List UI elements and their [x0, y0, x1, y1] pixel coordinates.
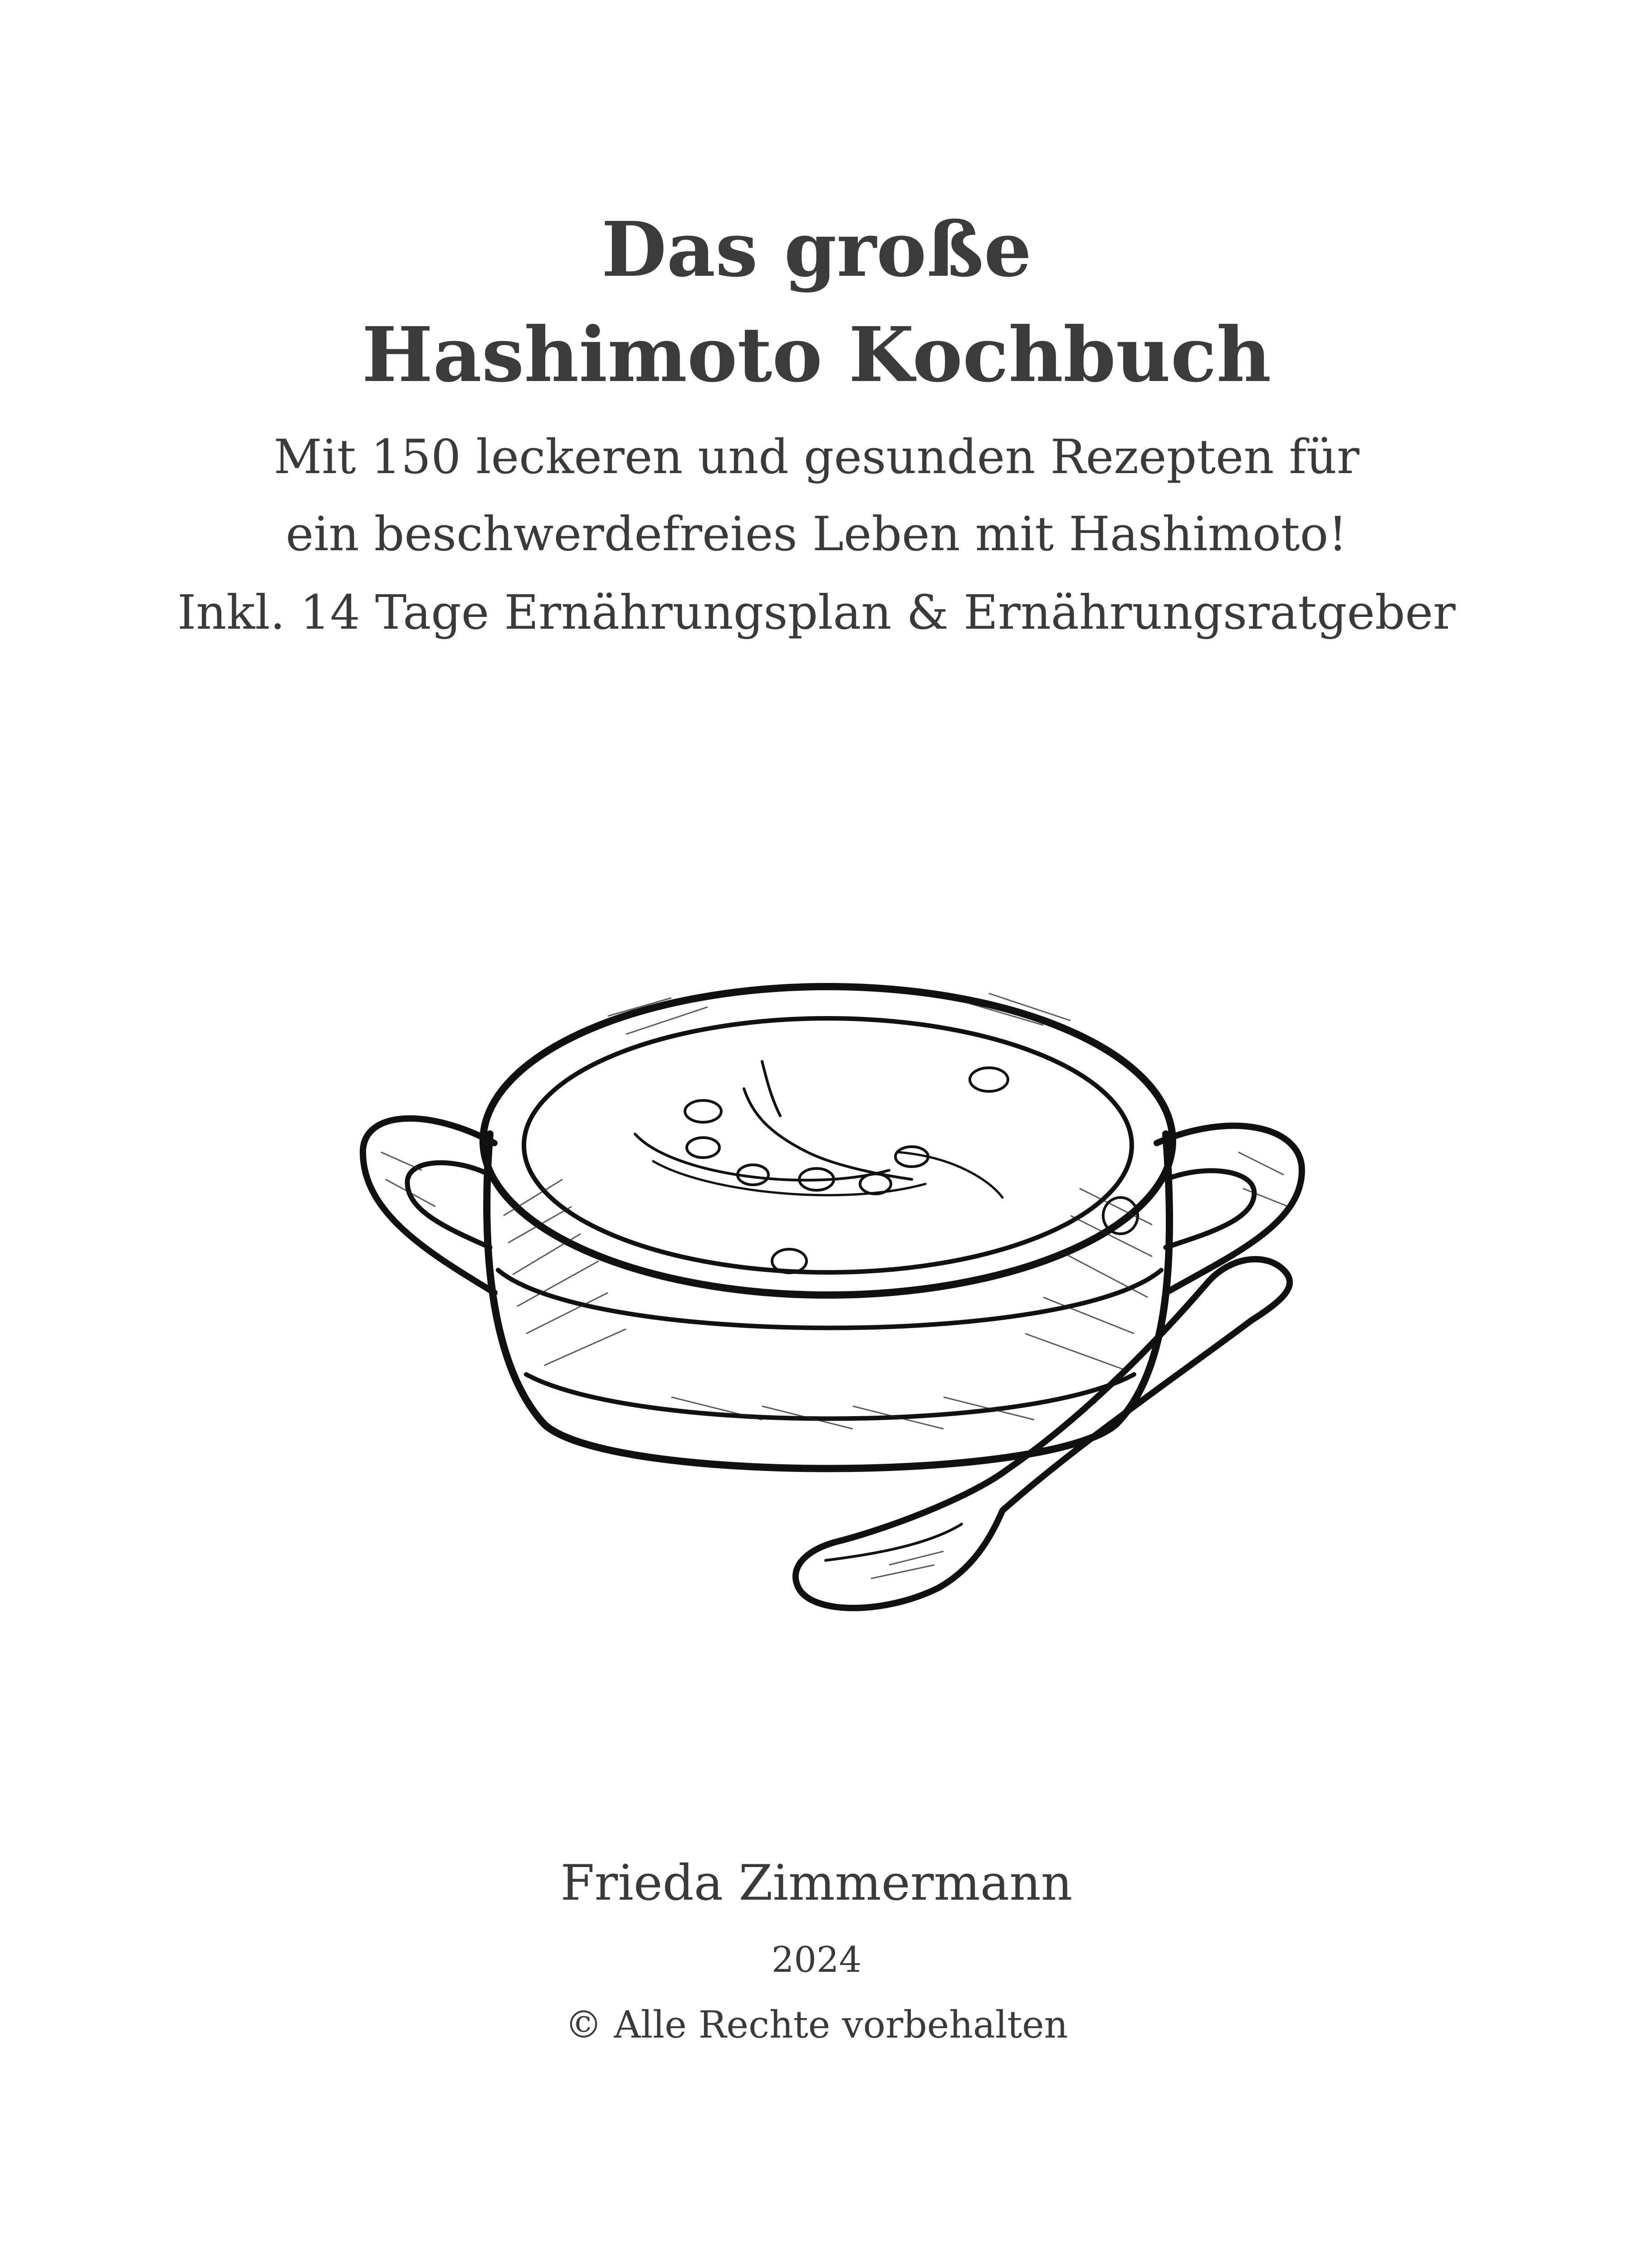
author-name: Frieda Zimmermann [560, 1855, 1073, 1911]
subtitle-line-1: Mit 150 leckeren und gesunden Rezepten für [274, 429, 1359, 484]
publication-year: 2024 [771, 1940, 862, 1980]
left-handle [363, 1119, 494, 1293]
book-title-line-2: Hashimoto Kochbuch [362, 311, 1271, 399]
copyright-notice: © Alle Rechte vorbehalten [565, 2004, 1068, 2047]
subtitle-line-2: ein beschwerdefreies Leben mit Hashimoto! [285, 506, 1348, 562]
bowl-rim-outer [483, 987, 1173, 1295]
soup-bowl-with-spoon-icon [354, 898, 1315, 1678]
book-title-line-1: Das große [601, 205, 1032, 294]
subtitle-line-3: Inkl. 14 Tage Ernährungsplan & Ernährungsratgeber [177, 585, 1456, 640]
bowl-rim-inner [524, 1018, 1132, 1272]
